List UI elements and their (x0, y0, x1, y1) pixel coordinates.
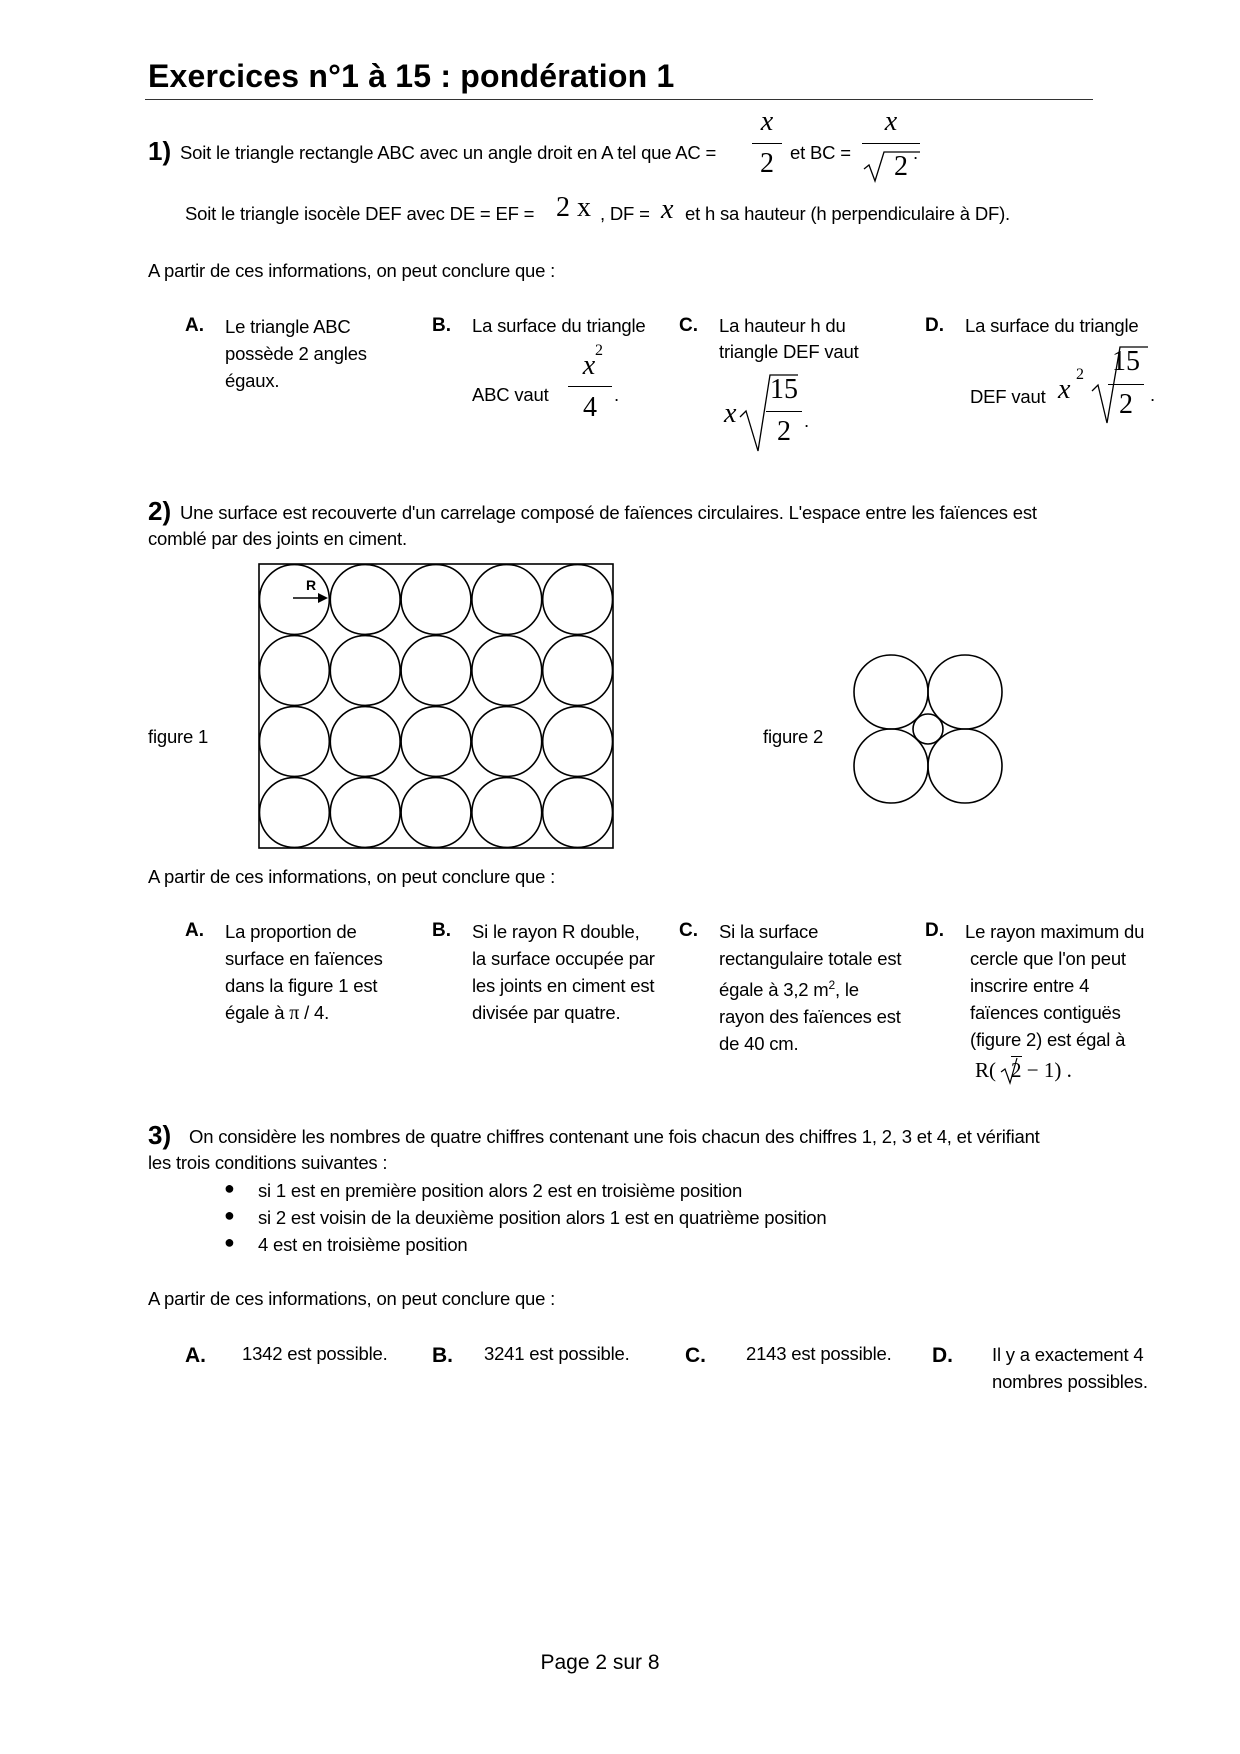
q1-option-b-line2: ABC vaut (472, 384, 549, 405)
q2-option-d-line: Le rayon maximum du (965, 921, 1145, 942)
q2-option-d-formula (975, 1056, 1072, 1083)
figure-1-label: figure 1 (148, 726, 209, 747)
q2-option-c-line3-text: égale à 3,2 m (719, 979, 829, 1001)
q1-option-a-line: Le triangle ABC (225, 316, 351, 337)
figure-1-tiling (258, 563, 614, 849)
q1-option-c-line2: triangle DEF vaut (719, 341, 859, 362)
tile-circle (401, 778, 471, 848)
q3-option-d-line: Il y a exactement 4 (992, 1344, 1144, 1365)
q1-option-d-line2: DEF vaut (970, 386, 1046, 407)
q2-option-a-letter: A. (185, 920, 204, 941)
q3-conclude-text: A partir de ces informations, on peut conclure que : (148, 1288, 556, 1309)
q3-option-c[interactable]: 2143 est possible. (746, 1343, 892, 1364)
q2-option-c[interactable] (719, 918, 901, 1057)
tile-circle (543, 778, 613, 848)
tile-circle (401, 565, 471, 635)
tile-circle (260, 636, 330, 706)
q2-option-a-line4-end: / 4. (304, 1002, 330, 1023)
question-2-number: 2) (148, 496, 172, 526)
q1-ac-fraction-bar (752, 143, 782, 144)
q1-option-b-num-var: x (582, 350, 596, 381)
q2-option-d-letter: D. (925, 920, 944, 941)
q1-line1-period: . (913, 142, 918, 163)
q2-option-c-letter: C. (679, 920, 698, 941)
question-1-number: 1) (148, 136, 172, 166)
q1-option-b-exponent: 2 (595, 342, 603, 359)
q1-option-d-letter: D. (925, 315, 944, 336)
q1-option-d-coef: x (1058, 374, 1071, 405)
q3-statement-line1: On considère les nombres de quatre chiffres contenant une fois chacun des chiffres 1, 2, 3 et 4, et vérifiant (189, 1126, 1040, 1147)
q1-option-a-line: égaux. (225, 370, 280, 391)
q1-conclude-text: A partir de ces informations, on peut conclure que : (148, 260, 556, 281)
q1-option-c-period: . (804, 410, 809, 431)
tile-circle (330, 778, 400, 848)
q1-option-c-fraction-bar (766, 411, 802, 412)
q2-conclude-text: A partir de ces informations, on peut conclure que : (148, 866, 556, 887)
formula-suffix: − 1) . (1021, 1058, 1072, 1082)
tile-circle (330, 636, 400, 706)
q2-option-a-line: dans la figure 1 est (225, 975, 378, 996)
page-footer: Page 2 sur 8 (540, 1651, 660, 1674)
pi-symbol: π (289, 1002, 300, 1024)
tile-circle (401, 636, 471, 706)
q1-option-b-denominator: 4 (583, 392, 597, 423)
q2-option-a-line4 (225, 999, 383, 1027)
q1-statement-line1: Soit le triangle rectangle ABC avec un angle droit en A tel que AC = (180, 142, 717, 163)
q3-option-c-letter: C. (685, 1344, 706, 1367)
q1-ac-numerator: x (760, 106, 774, 137)
figure-2-inscribed-circle (913, 714, 943, 744)
q1-option-c-sqrt-den: 2 (777, 416, 791, 447)
q3-option-b[interactable]: 3241 est possible. (484, 1343, 630, 1364)
q3-option-a[interactable]: 1342 est possible. (242, 1343, 388, 1364)
tile-circle (472, 565, 542, 635)
q1-option-a-letter: A. (185, 315, 204, 336)
q1-option-b-line1[interactable]: La surface du triangle (472, 315, 646, 336)
q1-de-value (556, 192, 591, 224)
q1-option-a-line: possède 2 angles (225, 343, 367, 364)
q1-option-b-fraction-bar (568, 386, 612, 387)
title-underline (145, 99, 1093, 100)
q1-bc-numerator: x (884, 106, 898, 137)
q1-option-d-fraction-bar (1108, 384, 1144, 385)
tile-circle (472, 707, 542, 777)
q2-option-d-sqrt-icon (1000, 1057, 1018, 1085)
q2-option-b-line: divisée par quatre. (472, 1002, 621, 1023)
q2-statement-line2: comblé par des joints en ciment. (148, 528, 407, 549)
tile-circle (260, 778, 330, 848)
formula-prefix: R( (975, 1058, 996, 1082)
q1-bc-denominator: 2 (894, 151, 908, 182)
q2-option-c-sup: 2 (828, 978, 835, 992)
tile-circle (472, 636, 542, 706)
q1-statement-line2: Soit le triangle isocèle DEF avec DE = EF = (185, 203, 535, 224)
tile-circle (543, 565, 613, 635)
q3-option-d-line: nombres possibles. (992, 1371, 1148, 1392)
figure-1-circles (260, 565, 613, 848)
bullet-icon: ● (224, 1205, 235, 1225)
q2-option-d-line: cercle que l'on peut (970, 948, 1126, 969)
q3-statement-line2: les trois conditions suivantes : (148, 1152, 388, 1173)
q3-condition-1: si 1 est en première position alors 2 est en troisième position (258, 1180, 743, 1201)
q1-option-c-coef: x (724, 398, 737, 429)
tile-circle (543, 707, 613, 777)
q2-option-b-line: les joints en ciment est (472, 975, 655, 996)
q1-option-b-letter: B. (432, 315, 451, 336)
q1-option-d-exponent: 2 (1076, 366, 1084, 383)
q3-condition-2: si 2 est voisin de la deuxième position alors 1 est en quatrième position (258, 1207, 827, 1228)
q2-option-a[interactable] (225, 918, 383, 1027)
q3-condition-3: 4 est en troisième position (258, 1234, 468, 1255)
figure-2-label: figure 2 (763, 726, 824, 747)
q1-statement-line2-end: et h sa hauteur (h perpendiculaire à DF). (685, 203, 1010, 224)
tile-circle (401, 707, 471, 777)
radius-label: R (306, 577, 317, 593)
q1-df-label: , DF = (600, 203, 650, 224)
q2-option-c-line: Si la surface (719, 921, 819, 942)
q1-option-d-period: . (1150, 384, 1155, 405)
q3-option-a-letter: A. (185, 1344, 206, 1367)
q2-option-c-line3-end: , le (835, 979, 859, 1001)
q3-option-b-letter: B. (432, 1344, 453, 1367)
q1-df-value: x (661, 194, 674, 225)
formula-sqrt-arg: 2 (1011, 1058, 1022, 1082)
q2-option-b-line: la surface occupée par (472, 948, 655, 969)
q3-option-d[interactable] (992, 1341, 1148, 1395)
radius-arrowhead-icon (318, 593, 328, 603)
q2-option-a-line: surface en faïences (225, 948, 383, 969)
q2-option-c-line: rayon des faïences est (719, 1006, 901, 1028)
q2-option-d-line: (figure 2) est égal à (970, 1029, 1126, 1050)
q1-option-d-sqrt-num: 15 (1112, 346, 1140, 377)
q1-option-d-line1[interactable]: La surface du triangle (965, 315, 1139, 336)
q1-de-value-text: 2 x (556, 192, 591, 223)
tile-circle (330, 707, 400, 777)
q2-option-d-line: faïences contiguës (970, 1002, 1121, 1023)
q1-ac-denominator: 2 (760, 148, 774, 179)
q1-and-bc-label: et BC = (790, 142, 851, 163)
q2-statement-line1: Une surface est recouverte d'un carrelage composé de faïences circulaires. L'espace entre les faïences est (180, 502, 1037, 523)
q1-option-c-sqrt-num: 15 (770, 374, 798, 405)
tile-circle (330, 565, 400, 635)
q1-bc-fraction-bar (862, 143, 920, 144)
q2-option-d[interactable] (965, 918, 1144, 1053)
q2-option-b-line: Si le rayon R double, (472, 921, 640, 942)
question-3-number: 3) (148, 1120, 172, 1150)
q1-option-b-period: . (614, 384, 619, 405)
q2-option-c-line3 (719, 972, 901, 1003)
figure-2-contiguous-circles (853, 654, 1005, 806)
q2-option-b-letter: B. (432, 920, 451, 941)
q2-option-c-line: rectangulaire totale est (719, 948, 902, 969)
q1-option-a[interactable] (225, 313, 367, 394)
bullet-icon: ● (224, 1232, 235, 1252)
q1-option-c-letter: C. (679, 315, 698, 336)
tile-circle (260, 707, 330, 777)
q2-option-b[interactable] (472, 918, 655, 1026)
q1-option-c-line1[interactable]: La hauteur h du (719, 315, 846, 336)
q2-option-d-line: inscrire entre 4 (970, 975, 1090, 996)
page-title: Exercices n°1 à 15 : pondération 1 (148, 58, 675, 94)
q2-option-a-line4-text: égale à (225, 1002, 285, 1023)
q2-option-c-line: de 40 cm. (719, 1033, 799, 1055)
q3-option-d-letter: D. (932, 1344, 953, 1367)
tile-circle (472, 778, 542, 848)
bullet-icon: ● (224, 1178, 235, 1198)
q1-option-d-sqrt-den: 2 (1119, 389, 1133, 420)
tile-circle (543, 636, 613, 706)
q2-option-a-line: La proportion de (225, 921, 357, 942)
